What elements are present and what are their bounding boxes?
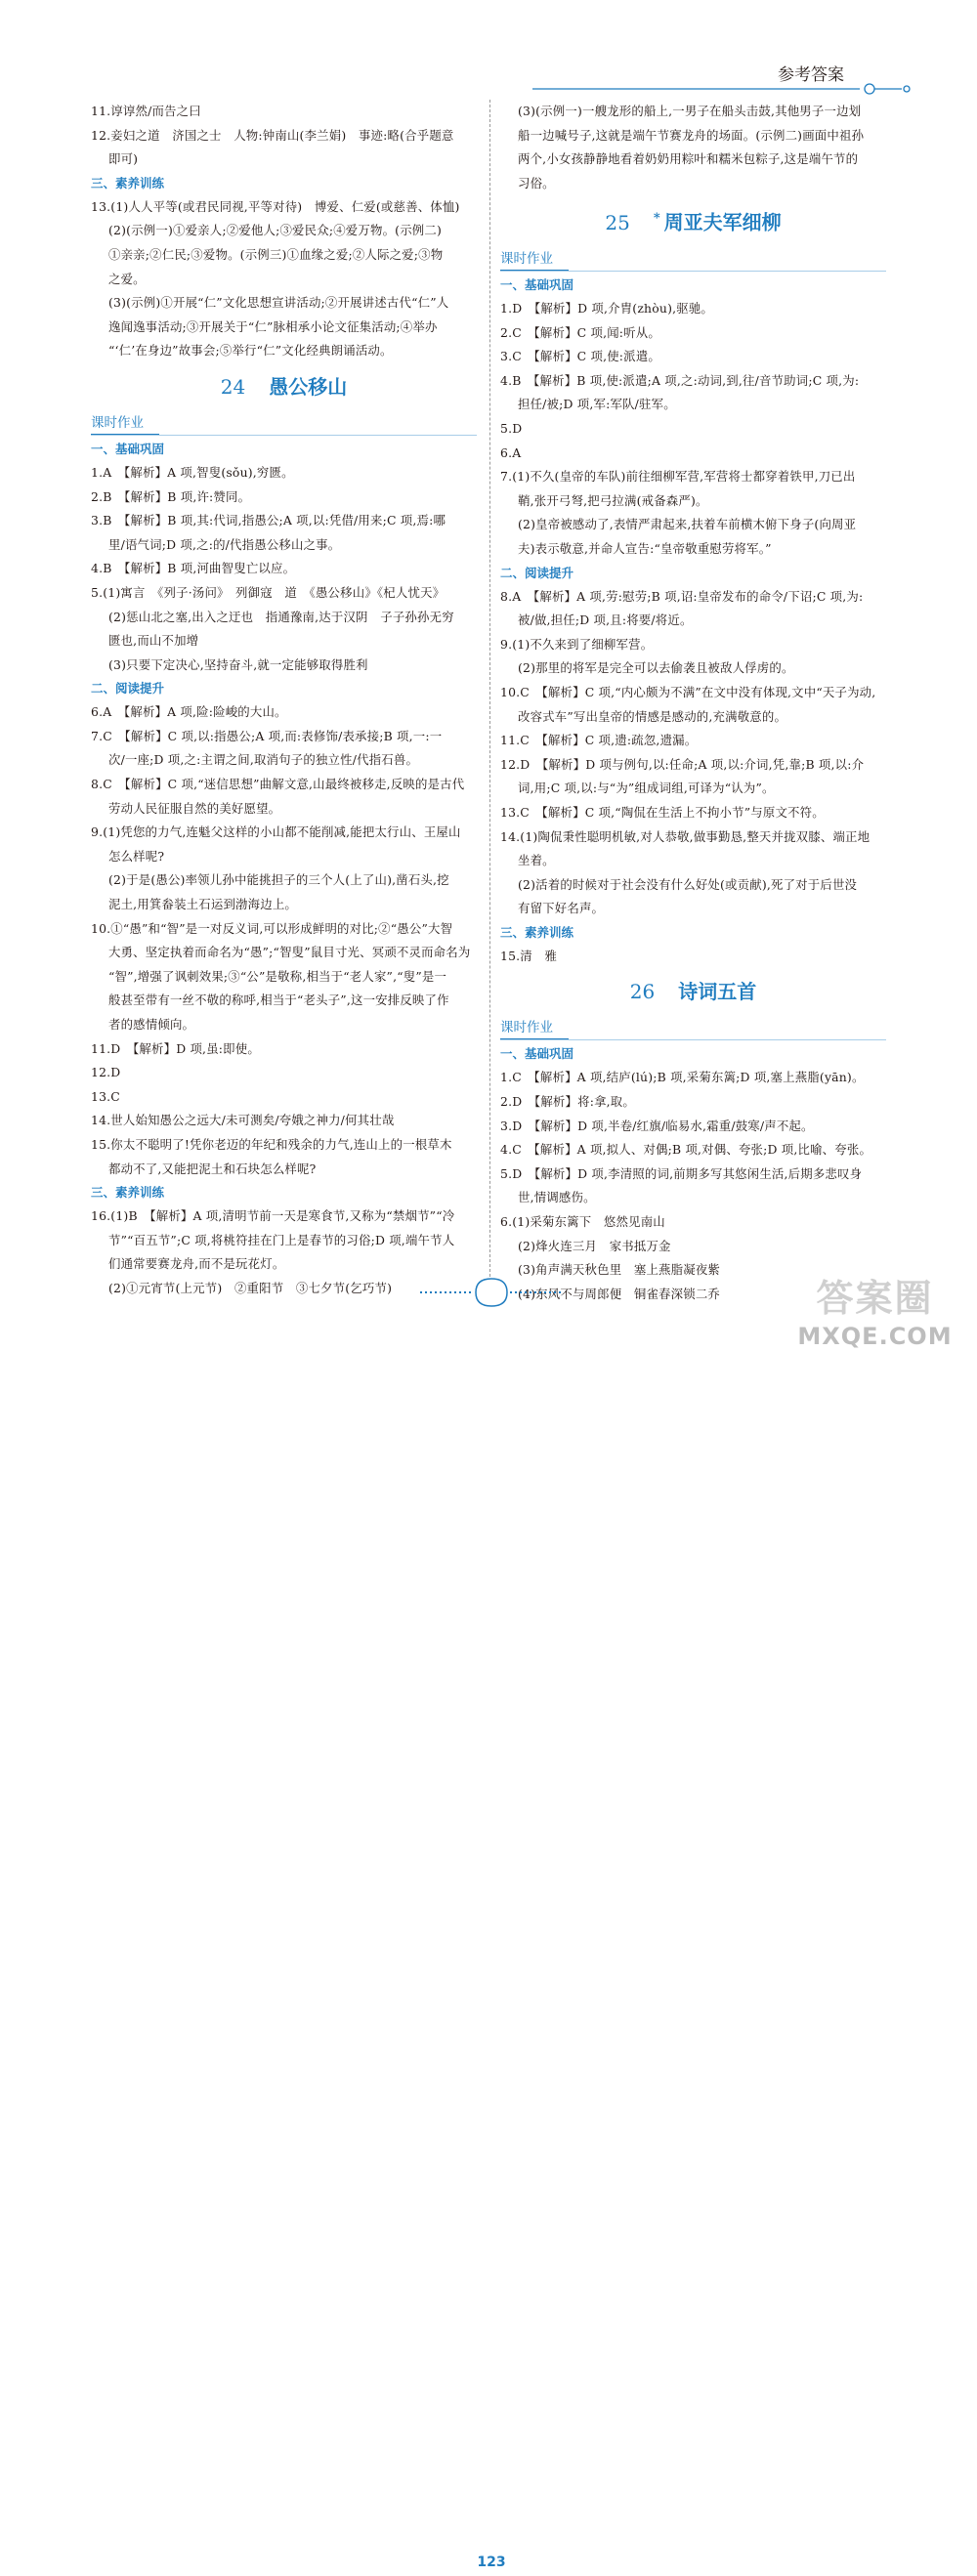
answer-line: 1.D 【解析】D 项,介胄(zhòu),驱驰。 <box>500 301 714 317</box>
lesson-tag: 课时作业 <box>500 1017 578 1038</box>
answer-line: 劳动人民征服自然的美好愿望。 <box>108 800 281 816</box>
answer-line: (2)皇帝被感动了,表情严肃起来,扶着车前横木俯下身子(向周亚 <box>518 517 857 532</box>
answer-line: 15.清 雅 <box>500 948 558 963</box>
answer-line: 1.A 【解析】A 项,智叟(sǒu),穷匮。 <box>91 464 294 480</box>
answer-line: “‘仁’在身边”故事会;⑤举行“仁”文化经典朗诵活动。 <box>108 343 393 359</box>
answer-line: 即可) <box>108 151 139 167</box>
answer-line: 习俗。 <box>518 175 555 190</box>
page-number: 123 <box>477 2555 506 2570</box>
section-heading: 一、基础巩固 <box>500 1046 574 1062</box>
answer-line: 有留下好名声。 <box>518 901 605 916</box>
tag-rule <box>91 435 477 436</box>
answer-line: 3.D 【解析】D 项,半卷/红旗/临易水,霜重/鼓寒/声不起。 <box>500 1118 814 1133</box>
tag-rule <box>500 1039 886 1040</box>
answer-line: 逸闻逸事活动;③开展关于“仁”脉相承小论文征集活动;④举办 <box>108 318 438 334</box>
answer-line: 10.C 【解析】C 项,“内心颇为不满”在文中没有体现,文中“天子为动, <box>500 684 876 699</box>
answer-line: 被/做,担任;D 项,且:将要/将近。 <box>518 612 693 628</box>
answer-line: 泥土,用箕畚装土石运到渤海边上。 <box>108 897 297 912</box>
answer-line: (4)东风不与周郎便 铜雀春深锁二乔 <box>518 1286 721 1301</box>
answer-line: 13.C <box>91 1088 120 1104</box>
answer-line: 之爱。 <box>108 271 146 286</box>
answer-line: 9.(1)凭您的力气,连魁父这样的小山都不能削减,能把太行山、王屋山 <box>91 824 461 840</box>
answer-line: 7.(1)不久(皇帝的车队)前往细柳军营,军营将士都穿着铁甲,刀已出 <box>500 469 856 485</box>
chapter-title <box>500 970 886 1013</box>
answer-line: (2)活着的时候对于社会没有什么好处(或贡献),死了对于后世没 <box>518 876 858 892</box>
left-column <box>91 100 477 1301</box>
answer-line: (3)只要下定决心,坚持奋斗,就一定能够取得胜利 <box>108 656 368 672</box>
answer-line: 词,用;C 项,以:与“为”组成词组,可译为“认为”。 <box>518 781 775 796</box>
answer-line: 者的感情倾向。 <box>108 1017 195 1032</box>
answer-line: 里/语气词;D 项,之:的/代指愚公移山之事。 <box>108 536 341 552</box>
answer-line: (3)角声满天秋色里 塞上燕脂凝夜紫 <box>518 1262 721 1278</box>
answer-line: 匮也,而山不加增 <box>108 633 199 649</box>
answer-line: 夫)表示敬意,并命人宣告:“皇帝敬重慰劳将军。” <box>518 540 772 556</box>
answer-line: (3)(示例)①开展“仁”文化思想宣讲活动;②开展讲述古代“仁”人 <box>108 295 449 311</box>
answer-line: 3.B 【解析】B 项,其:代词,指愚公;A 项,以:凭借/用来;C 项,焉:哪 <box>91 513 446 528</box>
answer-line: 8.A 【解析】A 项,劳:慰劳;B 项,诏:皇帝发布的命令/下诏;C 项,为: <box>500 588 864 604</box>
answer-line: 4.C 【解析】A 项,拟人、对偶;B 项,对偶、夸张;D 项,比喻、夸张。 <box>500 1142 872 1158</box>
answer-line: 12.D <box>91 1065 121 1080</box>
chapter-star: * <box>653 211 660 227</box>
answer-line: 般甚至带有一丝不敬的称呼,相当于“老头子”,这一安排反映了作 <box>108 992 449 1008</box>
watermark <box>789 1275 960 1358</box>
header-title: 参考答案 <box>778 65 844 85</box>
answer-line: 13.(1)人人平等(或君民同视,平等对待) 博爱、仁爱(或慈善、体恤) <box>91 198 460 214</box>
answer-line: 次/一座;D 项,之:主谓之间,取消句子的独立性/代指石兽。 <box>108 752 419 768</box>
answer-line: 3.C 【解析】C 项,使:派遣。 <box>500 349 660 364</box>
section-heading: 一、基础巩固 <box>91 441 165 456</box>
tag-rule <box>500 271 886 272</box>
answer-line: 8.C 【解析】C 项,“迷信思想”曲解文意,山最终被移走,反映的是古代 <box>91 777 465 792</box>
answer-line: 2.D 【解析】将:拿,取。 <box>500 1094 635 1110</box>
answer-line: 2.C 【解析】C 项,闻:听从。 <box>500 324 660 340</box>
section-heading: 三、素养训练 <box>91 175 165 190</box>
answer-line: 6.A <box>500 444 522 460</box>
answer-line: 4.B 【解析】B 项,河曲智叟亡以应。 <box>91 561 296 576</box>
answer-line: 9.(1)不久来到了细柳军营。 <box>500 636 654 652</box>
answer-line: 11.C 【解析】C 项,遗:疏忽,遗漏。 <box>500 733 698 748</box>
answer-line: ①亲亲;②仁民;③爱物。(示例三)①血缘之爱;②人际之爱;③物 <box>108 246 444 262</box>
chapter-number: 24 <box>220 374 246 399</box>
answer-line: (2)惩山北之塞,出入之迂也 指通豫南,达于汉阴 子子孙孙无穷 <box>108 609 454 624</box>
page-header <box>0 0 977 98</box>
answer-line: 们通常要赛龙舟,而不是玩花灯。 <box>108 1256 285 1272</box>
answer-line: 鞘,张开弓弩,把弓拉满(戒备森严)。 <box>518 492 708 508</box>
answer-line: 10.①“愚”和“智”是一对反义词,可以形成鲜明的对比;②“愚公”大智 <box>91 920 453 936</box>
answer-line: (2)(示例一)①爱亲人;②爱他人;③爱民众;④爱万物。(示例二) <box>108 223 442 238</box>
answer-line: 6.(1)采菊东篱下 悠然见南山 <box>500 1214 665 1230</box>
answer-line: 16.(1)B 【解析】A 项,清明节前一天是寒食节,又称为“禁烟节”“冷 <box>91 1208 455 1224</box>
answer-line: 15.你太不聪明了!凭你老迈的年纪和残余的力气,连山上的一根草木 <box>91 1136 452 1152</box>
answer-line: 大勇、坚定执着而命名为“愚”;“智叟”鼠目寸光、冥顽不灵而命名为 <box>108 945 471 960</box>
answer-line: 船一边喊号子,这就是端午节赛龙舟的场面。(示例二)画面中祖孙 <box>518 127 865 143</box>
header-decoration <box>532 82 913 96</box>
answer-line: 两个,小女孩静静地看着奶奶用粽叶和糯米包粽子,这是端午节的 <box>518 151 859 167</box>
section-heading: 一、基础巩固 <box>500 277 574 293</box>
answer-line: 4.B 【解析】B 项,使:派遣;A 项,之:动词,到,往/音节助词;C 项,为: <box>500 372 860 388</box>
answer-line: (2)烽火连三月 家书抵万金 <box>518 1238 671 1253</box>
answer-line: 都动不了,又能把泥土和石块怎么样呢? <box>108 1161 317 1176</box>
chapter-name: 周亚夫军细柳 <box>663 211 782 235</box>
answer-line: 改容式车”写出皇帝的情感是感动的,充满敬意的。 <box>518 708 787 724</box>
answer-line: (2)于是(愚公)率领儿孙中能挑担子的三个人(上了山),凿石头,挖 <box>108 872 449 888</box>
answer-line: 14.(1)陶侃秉性聪明机敏,对人恭敬,做事勤恳,整天并拢双膝、端正地 <box>500 828 871 844</box>
watermark-logo-text: 答案圈 <box>816 1277 934 1320</box>
chapter-number: 26 <box>629 980 656 1004</box>
answer-line: 5.D <box>500 421 523 436</box>
watermark-url: MXQE.COM <box>797 1323 953 1350</box>
answer-line: 11.谆谆然/而告之曰 <box>91 104 201 118</box>
answer-line: 6.A 【解析】A 项,险:险峻的大山。 <box>91 704 287 720</box>
answer-line: 12.D 【解析】D 项与例句,以:任命;A 项,以:介词,凭,靠;B 项,以:介 <box>500 756 865 772</box>
chapter-number: 25 <box>605 211 630 235</box>
chapter-title <box>91 365 477 408</box>
answer-line: 5.(1)寓言 《列子·汤问》 列御寇 道 《愚公移山》《杞人忧天》 <box>91 584 446 600</box>
section-heading: 二、阅读提升 <box>91 681 165 697</box>
answer-line: “智”,增强了讽刺效果;③“公”是敬称,相当于“老人家”,“叟”是一 <box>108 968 447 984</box>
right-column <box>500 100 886 1306</box>
chapter-title <box>500 197 886 244</box>
answer-line: 13.C 【解析】C 项,“陶侃在生活上不拘小节”与原文不符。 <box>500 804 825 820</box>
answer-line: (3)(示例一)一艘龙形的船上,一男子在船头击鼓,其他男子一边划 <box>518 104 862 118</box>
section-heading: 三、素养训练 <box>91 1185 165 1201</box>
answer-line: 2.B 【解析】B 项,许:赞同。 <box>91 488 251 504</box>
answer-line: 1.C 【解析】A 项,结庐(lú);B 项,采菊东篱;D 项,塞上燕脂(yān)。 <box>500 1070 865 1085</box>
lesson-tag: 课时作业 <box>500 248 578 270</box>
answer-line: 担任/被;D 项,军:军队/驻军。 <box>518 397 676 412</box>
chapter-name: 愚公移山 <box>269 374 348 399</box>
section-heading: 二、阅读提升 <box>500 565 574 580</box>
answer-line: 坐着。 <box>518 853 555 868</box>
chapter-name: 诗词五首 <box>678 980 757 1004</box>
answer-line: 5.D 【解析】D 项,李清照的词,前期多写其悠闲生活,后期多悲叹身 <box>500 1165 863 1181</box>
answer-line: (2)①元宵节(上元节) ②重阳节 ③七夕节(乞巧节) <box>108 1280 393 1295</box>
answer-line: 节”“百五节”;C 项,将桃符挂在门上是春节的习俗;D 项,端午节人 <box>108 1232 455 1247</box>
answer-line: 7.C 【解析】C 项,以:指愚公;A 项,而:表修饰/表承接;B 项,一:一 <box>91 728 443 743</box>
lesson-tag: 课时作业 <box>91 412 169 434</box>
answer-line: 14.世人始知愚公之远大/未可测矣/夸娥之神力/何其壮哉 <box>91 1113 395 1128</box>
answer-line: 世,情调感伤。 <box>518 1190 596 1205</box>
answer-line: 怎么样呢? <box>108 848 165 864</box>
section-heading: 三、素养训练 <box>500 924 574 940</box>
answer-line: 11.D 【解析】D 项,虽:即使。 <box>91 1040 260 1056</box>
answer-line: (2)那里的将军是完全可以去偷袭且被敌人俘虏的。 <box>518 660 794 676</box>
answer-line: 12.妾妇之道 济国之士 人物:钟南山(李兰娟) 事迹:略(合乎题意 <box>91 127 454 143</box>
